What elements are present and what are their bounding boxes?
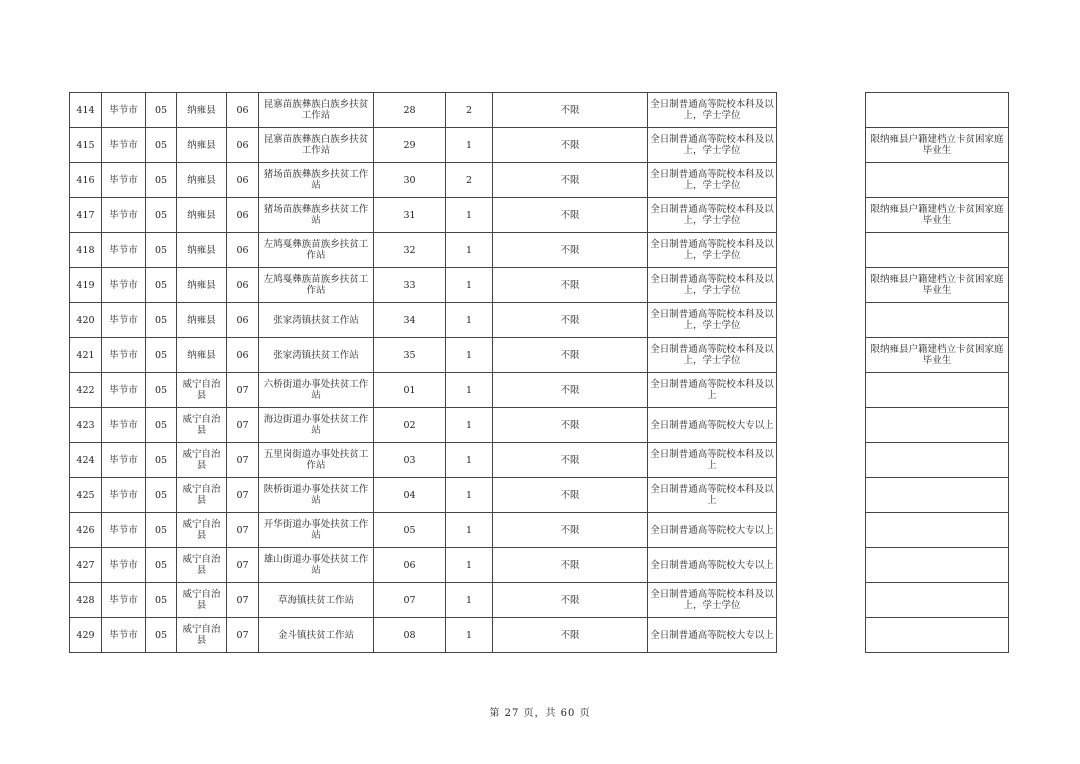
position-code-cell: 04 [374, 478, 446, 513]
position-code-cell: 08 [374, 618, 446, 653]
row-number-cell: 414 [70, 93, 102, 128]
county-code-cell: 06 [227, 198, 259, 233]
unit-cell: 雄山街道办事处扶贫工作站 [259, 548, 374, 583]
county-code-cell: 07 [227, 443, 259, 478]
note-cell [866, 443, 1009, 478]
education-cell: 全日制普通高等院校本科及以上，学士学位 [648, 198, 777, 233]
county-code-cell: 07 [227, 513, 259, 548]
note-cell: 限纳雍县户籍建档立卡贫困家庭毕业生 [866, 268, 1009, 303]
city-code-cell: 05 [146, 443, 177, 478]
table-row [70, 478, 1009, 513]
note-cell [866, 408, 1009, 443]
county-code-cell: 07 [227, 548, 259, 583]
table-row [70, 198, 1009, 233]
position-code-cell: 06 [374, 548, 446, 583]
city-cell: 毕节市 [102, 303, 146, 338]
blank-column [777, 198, 866, 233]
position-code-cell: 28 [374, 93, 446, 128]
county-code-cell: 07 [227, 618, 259, 653]
table-row [70, 443, 1009, 478]
blank-column [777, 408, 866, 443]
position-code-cell: 05 [374, 513, 446, 548]
table-row [70, 128, 1009, 163]
major-cell: 不限 [493, 198, 648, 233]
blank-column [777, 478, 866, 513]
headcount-cell: 1 [446, 338, 493, 373]
county-code-cell: 06 [227, 233, 259, 268]
position-code-cell: 31 [374, 198, 446, 233]
blank-column [777, 338, 866, 373]
row-number-cell: 421 [70, 338, 102, 373]
table-row [70, 338, 1009, 373]
blank-column [777, 373, 866, 408]
position-code-cell: 01 [374, 373, 446, 408]
table-row [70, 408, 1009, 443]
table-row [70, 303, 1009, 338]
headcount-cell: 1 [446, 618, 493, 653]
city-cell: 毕节市 [102, 93, 146, 128]
education-cell: 全日制普通高等院校本科及以上，学士学位 [648, 163, 777, 198]
county-code-cell: 06 [227, 338, 259, 373]
table-row [70, 583, 1009, 618]
education-cell: 全日制普通高等院校本科及以上，学士学位 [648, 268, 777, 303]
blank-column [777, 93, 866, 128]
city-cell: 毕节市 [102, 233, 146, 268]
county-cell: 纳雍县 [177, 163, 227, 198]
major-cell: 不限 [493, 163, 648, 198]
row-number-cell: 426 [70, 513, 102, 548]
note-cell [866, 233, 1009, 268]
education-cell: 全日制普通高等院校本科及以上 [648, 443, 777, 478]
row-number-cell: 418 [70, 233, 102, 268]
blank-column [777, 128, 866, 163]
county-cell: 纳雍县 [177, 93, 227, 128]
education-cell: 全日制普通高等院校本科及以上 [648, 478, 777, 513]
table-row [70, 618, 1009, 653]
county-cell: 纳雍县 [177, 198, 227, 233]
county-cell: 纳雍县 [177, 233, 227, 268]
unit-cell: 左鸠戛彝族苗族乡扶贫工作站 [259, 233, 374, 268]
county-cell: 威宁自治县 [177, 513, 227, 548]
headcount-cell: 2 [446, 93, 493, 128]
city-cell: 毕节市 [102, 338, 146, 373]
row-number-cell: 423 [70, 408, 102, 443]
note-cell: 限纳雍县户籍建档立卡贫困家庭毕业生 [866, 128, 1009, 163]
city-cell: 毕节市 [102, 268, 146, 303]
county-cell: 威宁自治县 [177, 373, 227, 408]
headcount-cell: 1 [446, 233, 493, 268]
county-cell: 威宁自治县 [177, 478, 227, 513]
position-code-cell: 29 [374, 128, 446, 163]
county-code-cell: 07 [227, 373, 259, 408]
major-cell: 不限 [493, 268, 648, 303]
county-code-cell: 06 [227, 268, 259, 303]
county-code-cell: 07 [227, 478, 259, 513]
major-cell: 不限 [493, 93, 648, 128]
city-code-cell: 05 [146, 338, 177, 373]
county-cell: 威宁自治县 [177, 583, 227, 618]
unit-cell: 张家湾镇扶贫工作站 [259, 303, 374, 338]
blank-column [777, 303, 866, 338]
major-cell: 不限 [493, 548, 648, 583]
city-code-cell: 05 [146, 268, 177, 303]
major-cell: 不限 [493, 373, 648, 408]
unit-cell: 猪场苗族彝族乡扶贫工作站 [259, 163, 374, 198]
city-code-cell: 05 [146, 198, 177, 233]
city-code-cell: 05 [146, 128, 177, 163]
note-cell [866, 583, 1009, 618]
education-cell: 全日制普通高等院校本科及以上，学士学位 [648, 93, 777, 128]
unit-cell: 五里岗街道办事处扶贫工作站 [259, 443, 374, 478]
city-code-cell: 05 [146, 513, 177, 548]
unit-cell: 张家湾镇扶贫工作站 [259, 338, 374, 373]
unit-cell: 猪场苗族彝族乡扶贫工作站 [259, 198, 374, 233]
note-cell [866, 513, 1009, 548]
blank-column [777, 163, 866, 198]
county-cell: 威宁自治县 [177, 618, 227, 653]
education-cell: 全日制普通高等院校本科及以上，学士学位 [648, 338, 777, 373]
table-row [70, 513, 1009, 548]
county-code-cell: 07 [227, 408, 259, 443]
city-cell: 毕节市 [102, 443, 146, 478]
city-code-cell: 05 [146, 478, 177, 513]
city-cell: 毕节市 [102, 373, 146, 408]
table-row [70, 93, 1009, 128]
headcount-cell: 1 [446, 373, 493, 408]
education-cell: 全日制普通高等院校本科及以上，学士学位 [648, 128, 777, 163]
position-code-cell: 35 [374, 338, 446, 373]
city-code-cell: 05 [146, 303, 177, 338]
row-number-cell: 424 [70, 443, 102, 478]
position-code-cell: 34 [374, 303, 446, 338]
row-number-cell: 415 [70, 128, 102, 163]
education-cell: 全日制普通高等院校本科及以上，学士学位 [648, 583, 777, 618]
major-cell: 不限 [493, 513, 648, 548]
city-cell: 毕节市 [102, 583, 146, 618]
education-cell: 全日制普通高等院校本科及以上 [648, 373, 777, 408]
county-code-cell: 06 [227, 163, 259, 198]
position-code-cell: 03 [374, 443, 446, 478]
county-cell: 纳雍县 [177, 303, 227, 338]
major-cell: 不限 [493, 233, 648, 268]
position-code-cell: 33 [374, 268, 446, 303]
headcount-cell: 1 [446, 128, 493, 163]
county-cell: 威宁自治县 [177, 548, 227, 583]
row-number-cell: 422 [70, 373, 102, 408]
city-code-cell: 05 [146, 408, 177, 443]
note-cell: 限纳雍县户籍建档立卡贫困家庭毕业生 [866, 198, 1009, 233]
table-row [70, 163, 1009, 198]
county-code-cell: 06 [227, 93, 259, 128]
table-row [70, 373, 1009, 408]
note-cell [866, 163, 1009, 198]
position-code-cell: 07 [374, 583, 446, 618]
recruitment-table-sheet [69, 92, 1009, 653]
major-cell: 不限 [493, 443, 648, 478]
headcount-cell: 1 [446, 583, 493, 618]
position-table [69, 92, 1009, 653]
city-code-cell: 05 [146, 373, 177, 408]
row-number-cell: 419 [70, 268, 102, 303]
education-cell: 全日制普通高等院校大专以上 [648, 408, 777, 443]
county-cell: 威宁自治县 [177, 408, 227, 443]
unit-cell: 昆寨苗族彝族白族乡扶贫工作站 [259, 128, 374, 163]
unit-cell: 开华街道办事处扶贫工作站 [259, 513, 374, 548]
blank-column [777, 548, 866, 583]
row-number-cell: 429 [70, 618, 102, 653]
county-code-cell: 06 [227, 303, 259, 338]
city-code-cell: 05 [146, 93, 177, 128]
city-cell: 毕节市 [102, 513, 146, 548]
blank-column [777, 233, 866, 268]
note-cell [866, 548, 1009, 583]
table-body [70, 93, 1009, 653]
unit-cell: 金斗镇扶贫工作站 [259, 618, 374, 653]
city-cell: 毕节市 [102, 128, 146, 163]
city-cell: 毕节市 [102, 163, 146, 198]
county-cell: 纳雍县 [177, 338, 227, 373]
city-code-cell: 05 [146, 163, 177, 198]
major-cell: 不限 [493, 478, 648, 513]
table-row [70, 233, 1009, 268]
table-row [70, 268, 1009, 303]
city-cell: 毕节市 [102, 618, 146, 653]
position-code-cell: 32 [374, 233, 446, 268]
headcount-cell: 2 [446, 163, 493, 198]
county-code-cell: 06 [227, 128, 259, 163]
row-number-cell: 420 [70, 303, 102, 338]
note-cell [866, 618, 1009, 653]
blank-column [777, 443, 866, 478]
major-cell: 不限 [493, 408, 648, 443]
major-cell: 不限 [493, 618, 648, 653]
headcount-cell: 1 [446, 303, 493, 338]
unit-cell: 陕桥街道办事处扶贫工作站 [259, 478, 374, 513]
city-code-cell: 05 [146, 583, 177, 618]
city-code-cell: 05 [146, 618, 177, 653]
county-cell: 纳雍县 [177, 268, 227, 303]
blank-column [777, 618, 866, 653]
unit-cell: 六桥街道办事处扶贫工作站 [259, 373, 374, 408]
unit-cell: 昆寨苗族彝族白族乡扶贫工作站 [259, 93, 374, 128]
note-cell [866, 373, 1009, 408]
city-cell: 毕节市 [102, 478, 146, 513]
unit-cell: 左鸠戛彝族苗族乡扶贫工作站 [259, 268, 374, 303]
row-number-cell: 417 [70, 198, 102, 233]
headcount-cell: 1 [446, 513, 493, 548]
position-code-cell: 30 [374, 163, 446, 198]
city-code-cell: 05 [146, 548, 177, 583]
note-cell [866, 478, 1009, 513]
note-cell [866, 303, 1009, 338]
position-code-cell: 02 [374, 408, 446, 443]
county-cell: 威宁自治县 [177, 443, 227, 478]
education-cell: 全日制普通高等院校本科及以上，学士学位 [648, 233, 777, 268]
row-number-cell: 425 [70, 478, 102, 513]
city-cell: 毕节市 [102, 408, 146, 443]
blank-column [777, 513, 866, 548]
city-code-cell: 05 [146, 233, 177, 268]
city-cell: 毕节市 [102, 548, 146, 583]
major-cell: 不限 [493, 303, 648, 338]
major-cell: 不限 [493, 338, 648, 373]
headcount-cell: 1 [446, 478, 493, 513]
major-cell: 不限 [493, 583, 648, 618]
education-cell: 全日制普通高等院校大专以上 [648, 618, 777, 653]
unit-cell: 草海镇扶贫工作站 [259, 583, 374, 618]
education-cell: 全日制普通高等院校本科及以上，学士学位 [648, 303, 777, 338]
headcount-cell: 1 [446, 198, 493, 233]
note-cell: 限纳雍县户籍建档立卡贫困家庭毕业生 [866, 338, 1009, 373]
county-cell: 纳雍县 [177, 128, 227, 163]
note-cell [866, 93, 1009, 128]
page-footer: 第 27 页，共 60 页 [489, 708, 591, 719]
headcount-cell: 1 [446, 443, 493, 478]
major-cell: 不限 [493, 128, 648, 163]
headcount-cell: 1 [446, 408, 493, 443]
row-number-cell: 416 [70, 163, 102, 198]
table-row [70, 548, 1009, 583]
county-code-cell: 07 [227, 583, 259, 618]
headcount-cell: 1 [446, 548, 493, 583]
blank-column [777, 268, 866, 303]
unit-cell: 海边街道办事处扶贫工作站 [259, 408, 374, 443]
row-number-cell: 428 [70, 583, 102, 618]
city-cell: 毕节市 [102, 198, 146, 233]
education-cell: 全日制普通高等院校大专以上 [648, 548, 777, 583]
blank-column [777, 583, 866, 618]
row-number-cell: 427 [70, 548, 102, 583]
education-cell: 全日制普通高等院校大专以上 [648, 513, 777, 548]
headcount-cell: 1 [446, 268, 493, 303]
